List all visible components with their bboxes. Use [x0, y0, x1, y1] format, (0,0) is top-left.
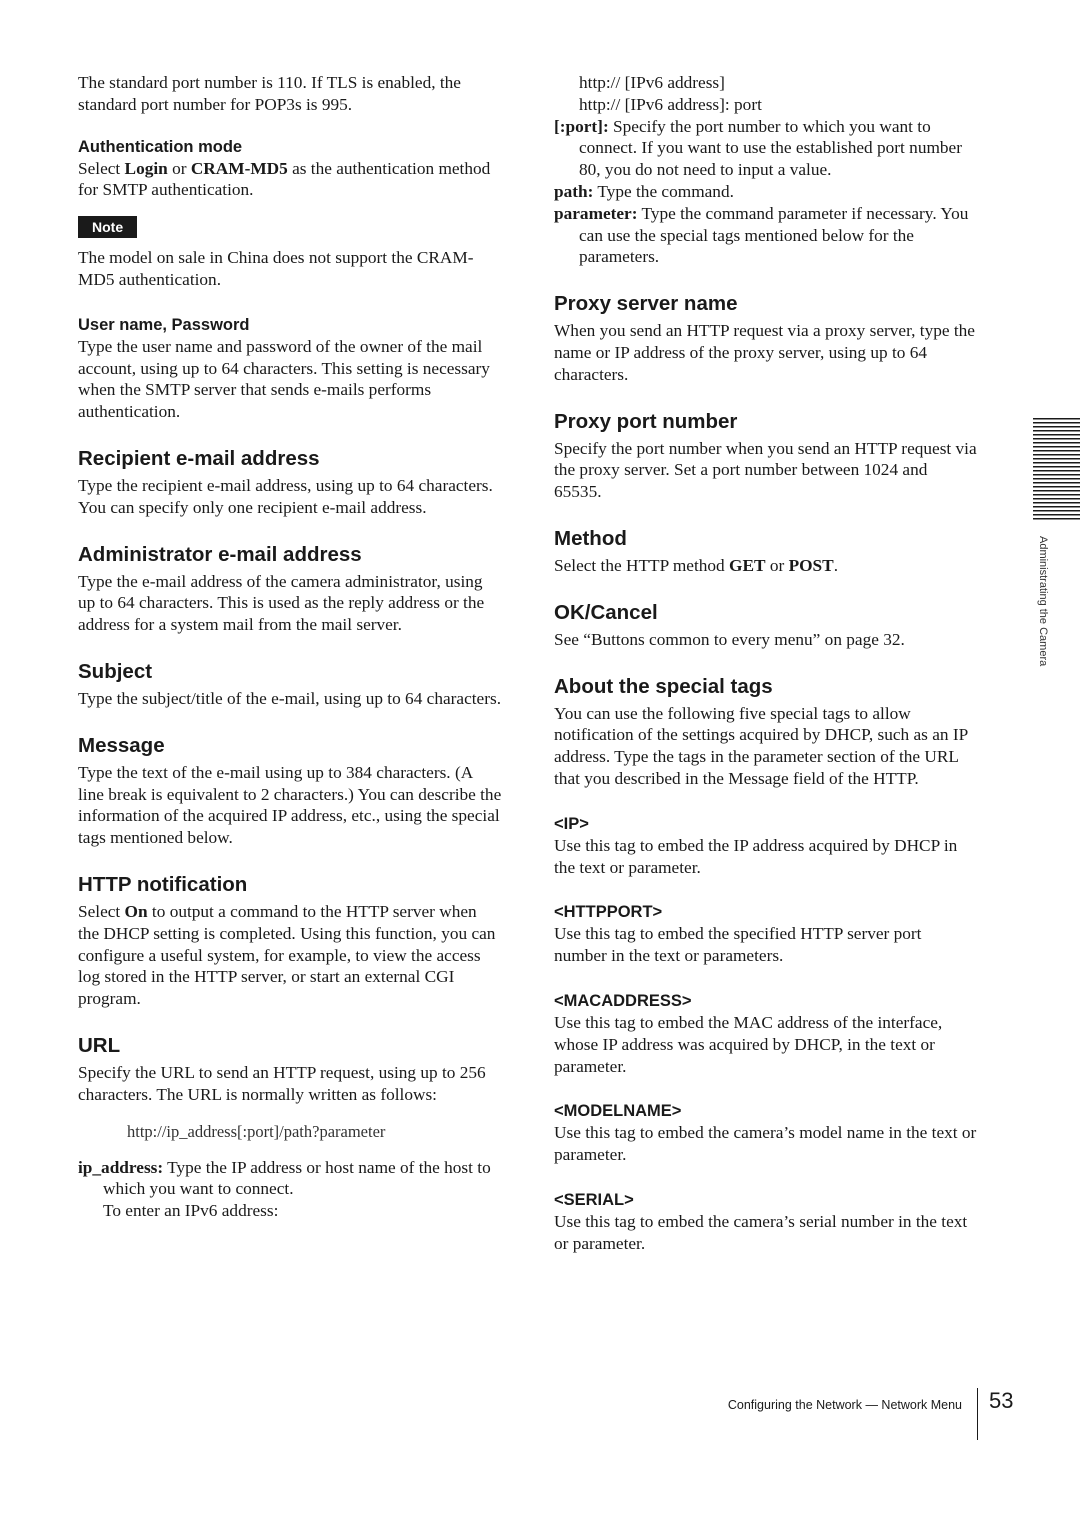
recipient-heading: Recipient e-mail address	[78, 446, 320, 470]
admin-email-heading: Administrator e-mail address	[78, 542, 362, 566]
proxy-port-heading: Proxy port number	[554, 409, 738, 433]
port-definition: [:port]: Specify the port number to which you want to connect. If you want to use the established port number 80, you do not need to input a value.	[554, 116, 962, 180]
ok-cancel-text: See “Buttons common to every menu” on page 32.	[554, 629, 905, 649]
proxy-port-text: Specify the port number when you send an HTTP request via the proxy server. Set a port number between 1024 and 65535.	[554, 438, 977, 502]
tag-serial-text: Use this tag to embed the camera’s serial number in the text or parameter.	[554, 1211, 968, 1253]
method-heading: Method	[554, 526, 627, 550]
parameter-definition: parameter: Type the command parameter if necessary. You can use the special tags mentioned below for the parameters.	[554, 203, 969, 267]
right-column	[554, 72, 978, 1255]
user-password-heading: User name, Password	[78, 315, 250, 334]
pop-port-text: The standard port number is 110. If TLS is enabled, the standard port number for POP3s is 995.	[78, 73, 461, 114]
url-text: Specify the URL to send an HTTP request, using up to 256 characters. The URL is normally written as follows:	[78, 1062, 486, 1104]
auth-mode-heading: Authentication mode	[78, 137, 243, 156]
note-label: Note	[78, 216, 137, 238]
tag-macaddress-heading: <MACADDRESS>	[554, 991, 692, 1010]
auth-mode-text: Select Login or CRAM-MD5 as the authentication method for SMTP authentication.	[78, 158, 491, 200]
proxy-server-name-heading: Proxy server name	[554, 292, 738, 316]
footer-divider	[977, 1388, 978, 1440]
ipv6-example-1: http:// [IPv6 address]	[579, 73, 725, 92]
tag-modelname-text: Use this tag to embed the camera’s model name in the text or parameter.	[554, 1123, 977, 1165]
url-heading: URL	[78, 1033, 121, 1057]
method-text: Select the HTTP method GET or POST.	[554, 555, 839, 575]
footer-section-title: Configuring the Network — Network Menu	[727, 1398, 962, 1412]
message-heading: Message	[78, 733, 165, 757]
tag-modelname-heading: <MODELNAME>	[554, 1102, 682, 1121]
path-definition: path: Type the command.	[554, 181, 734, 201]
ip-address-definition: ip_address: Type the IP address or host name of the host to which you want to connect.	[78, 1157, 491, 1199]
tag-ip-heading: <IP>	[554, 814, 589, 833]
ipv6-example-2: http:// [IPv6 address]: port	[579, 94, 762, 114]
http-notification-heading: HTTP notification	[78, 872, 248, 896]
message-text: Type the text of the e-mail using up to 384 characters. (A line break is equivalent to 2 characters.) You can describe the information of the acquired IP address, etc., using the special tags mentioned below.	[78, 762, 502, 848]
special-tags-text: You can use the following five special tags to allow notification of the settings acquired by DHCP, such as an IP address. Type the tags in the parameter section of the URL that you described in the Message field of the HTTP.	[554, 703, 968, 788]
page-number: 53	[989, 1388, 1014, 1413]
user-password-text: Type the user name and password of the owner of the mail account, using up to 64 characters. This setting is necessary when the SMTP server that sends e-mails performs authentication.	[78, 336, 490, 422]
left-column	[78, 72, 502, 1222]
chapter-side-label: Administrating the Camera	[1037, 536, 1049, 667]
subject-heading: Subject	[78, 659, 153, 683]
special-tags-heading: About the special tags	[554, 674, 773, 698]
admin-email-text: Type the e-mail address of the camera administrator, using up to 64 characters. This is used as the reply address or the address for a system mail from the mail server.	[78, 571, 485, 635]
ipv6-intro: To enter an IPv6 address:	[103, 1201, 279, 1221]
proxy-server-name-text: When you send an HTTP request via a proxy server, type the name or IP address of the proxy server, using up to 64 characters.	[554, 321, 975, 384]
tag-httpport-heading: <HTTPPORT>	[554, 903, 663, 922]
chapter-tab-marker	[1033, 418, 1080, 520]
tag-httpport-text: Use this tag to embed the specified HTTP server port number in the text or parameters.	[554, 924, 922, 966]
tag-serial-heading: <SERIAL>	[554, 1190, 634, 1209]
ok-cancel-heading: OK/Cancel	[554, 600, 658, 624]
note-block	[78, 216, 502, 238]
url-example: http://ip_address[:port]/path?parameter	[127, 1121, 386, 1141]
recipient-text: Type the recipient e-mail address, using up to 64 characters. You can specify only one recipient e-mail address.	[78, 475, 493, 517]
tag-macaddress-text: Use this tag to embed the MAC address of the interface, whose IP address was acquired by DHCP, in the text or parameter.	[554, 1012, 943, 1076]
note-text: The model on sale in China does not support the CRAM-MD5 authentication.	[78, 248, 474, 289]
subject-text: Type the subject/title of the e-mail, using up to 64 characters.	[78, 688, 502, 708]
tag-ip-text: Use this tag to embed the IP address acquired by DHCP in the text or parameter.	[554, 835, 958, 877]
http-notification-text: Select On to output a command to the HTTP server when the DHCP setting is completed. Using this function, you can configure a useful system, for example, to view the access log stored in the HTTP server, or start an external CGI program.	[78, 901, 496, 1009]
